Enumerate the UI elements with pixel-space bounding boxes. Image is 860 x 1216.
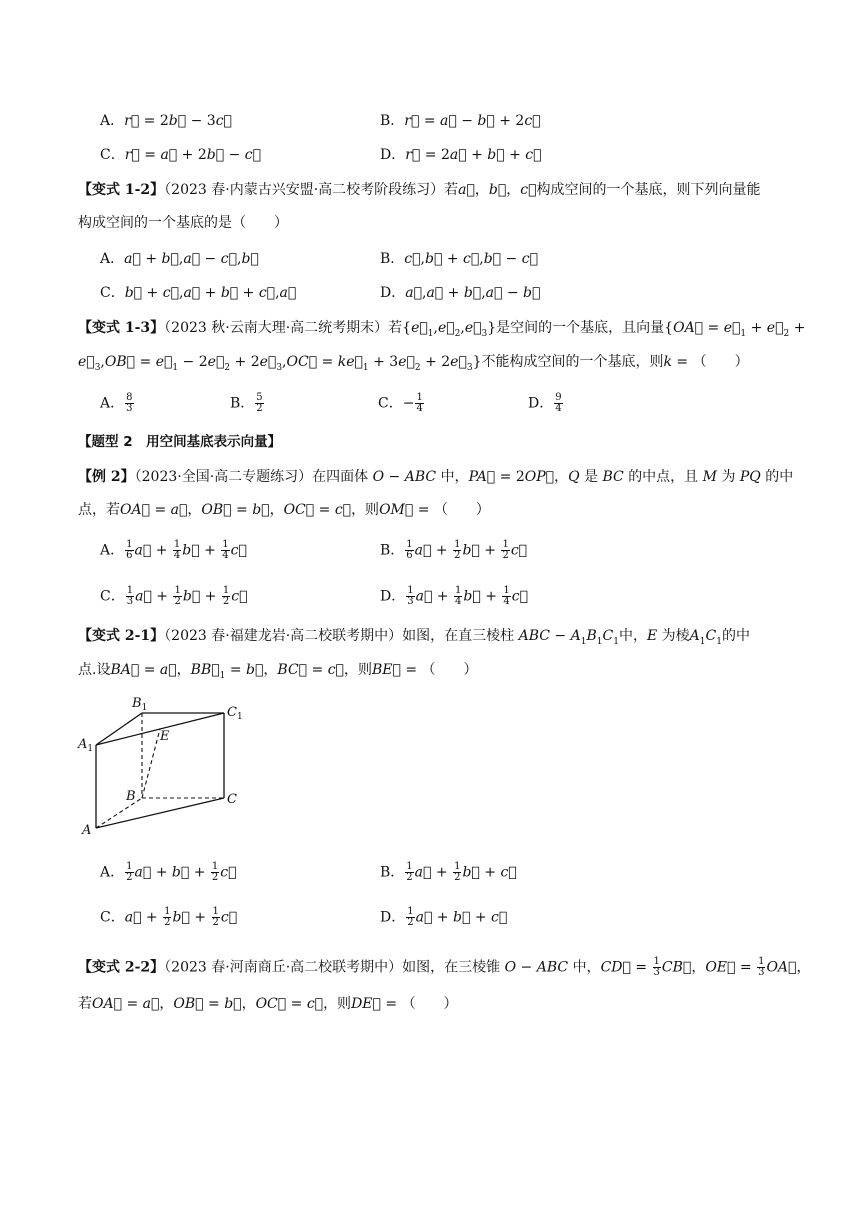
label-subscript: 1 — [141, 703, 148, 713]
question-tag: 【例 2】 — [78, 469, 135, 485]
q11-option-c[interactable]: C．r⃗ = a⃗ + 2b⃗ − c⃗ — [100, 147, 262, 163]
q11-option-a[interactable]: A．r⃗ = 2b⃗ − 3c⃗ — [100, 113, 232, 129]
option-label: D． — [528, 395, 554, 412]
ex2-option-c[interactable]: C． $\frac{1}{3}$ a⃗ + $\frac{1}{2}$ b⃗ + $\frac{1}{2}$ c⃗ — [100, 585, 248, 607]
text: 的中点，且 — [628, 469, 699, 485]
prism-figure — [76, 690, 256, 840]
text: （ ） — [433, 502, 490, 518]
text: 中， — [618, 628, 647, 644]
label-a1: $A_1$ — [78, 737, 94, 754]
text: 中， — [440, 469, 469, 485]
question-source: （2023 春·福建龙岩·高二校联考期中） — [164, 628, 403, 644]
text: （ ） — [421, 662, 478, 678]
v12-option-c[interactable]: C．b⃗ + c⃗,a⃗ + b⃗ + c⃗,a⃗ — [100, 285, 297, 301]
option-label: B． — [380, 864, 405, 881]
option-label: D． — [380, 147, 406, 163]
q11-option-b[interactable]: B．r⃗ = a⃗ − b⃗ + 2c⃗ — [380, 113, 541, 129]
text: 的中 — [721, 628, 750, 644]
text: 若 — [78, 996, 92, 1012]
text: 的中 — [765, 469, 794, 485]
question-source: （2023 秋·云南大理·高二统考期末） — [164, 320, 389, 336]
text: 若 — [444, 182, 459, 198]
option-label: B． — [380, 542, 405, 559]
v13-question-line1: 【变式 1-3】（2023 秋·云南大理·高二统考期末）若$\{e⃗_1,e⃗_2,e⃗_3\}$是空间的一个基底，且向量{OA⃗ = $e⃗_1$ + $e⃗_2$ + — [78, 320, 806, 339]
v13-question-line2: $e⃗_3,OB⃗$ = $e⃗_1$ − $2e⃗_2$ + $2e⃗_3,OC⃗$ = $ke⃗_1$ + $3e⃗_2$ + $2e⃗_3$}不能构成空间的一个基底，则k = （ ） — [78, 354, 749, 373]
text: 若 — [388, 320, 403, 336]
label-c: C — [227, 792, 237, 807]
text: 是空间的一个基底，且向量 — [496, 320, 665, 336]
question-source: （2023 春·河南商丘·高二校联考期中） — [164, 959, 403, 976]
v13-option-b[interactable]: B． $\frac{5}{2}$ — [230, 392, 263, 414]
label-b: B — [126, 789, 136, 804]
text: （ ） — [401, 996, 458, 1012]
question-tag: 【变式 2-1】 — [78, 628, 165, 644]
ex2-option-d[interactable]: D． $\frac{1}{3}$ a⃗ + $\frac{1}{4}$ b⃗ + $\frac{1}{4}$ c⃗ — [380, 585, 529, 607]
text: 在四面体 — [312, 469, 369, 485]
v13-option-c[interactable]: C．− $\frac{1}{4}$ — [378, 392, 423, 414]
label-b1: $B_1$ — [132, 696, 148, 713]
option-label: A． — [100, 113, 125, 129]
option-label: B． — [230, 395, 255, 412]
option-label: C． — [100, 147, 125, 163]
label-c1: $C_1$ — [227, 705, 243, 722]
text: 如图，在直三棱柱 — [402, 628, 515, 644]
option-label: C． — [378, 395, 403, 412]
v12-question-line1: 【变式 1-2】（2023 春·内蒙古兴安盟·高二校考阶段练习）若a⃗，b⃗，c⃗构成空间的一个基底，则下列向量能 — [78, 182, 761, 198]
edge-a1-b1 — [96, 713, 142, 745]
option-label: A． — [100, 542, 125, 559]
option-label: D． — [380, 588, 406, 605]
text: 为 — [721, 469, 736, 485]
text: 如图，在三棱锥 — [402, 959, 501, 976]
v12-option-a[interactable]: A．a⃗ + b⃗,a⃗ − c⃗,b⃗ — [100, 251, 259, 267]
v21-question-line2: 点.设BA⃗ = a⃗，$BB⃗_1$ = b⃗，BC⃗ = c⃗，则BE⃗ = （ ） — [78, 662, 478, 681]
option-label: D． — [380, 909, 406, 926]
v21-option-a[interactable]: A． $\frac{1}{2}$ a⃗ + b⃗ + $\frac{1}{2}$ c⃗ — [100, 861, 237, 883]
option-label: D． — [380, 285, 406, 301]
q11-option-d[interactable]: D．r⃗ = 2a⃗ + b⃗ + c⃗ — [380, 147, 542, 163]
option-label: A． — [100, 864, 125, 881]
label-a: A — [82, 823, 92, 838]
ex2-option-b[interactable]: B． $\frac{1}{6}$ a⃗ + $\frac{1}{2}$ b⃗ + $\frac{1}{2}$ c⃗ — [380, 539, 528, 561]
v22-question-line2: 若OA⃗ = a⃗，OB⃗ = b⃗，OC⃗ = c⃗，则DE⃗ = （ ） — [78, 996, 458, 1012]
question-source: （2023 春·内蒙古兴安盟·高二校考阶段练习） — [164, 182, 445, 198]
text: 不能构成空间的一个基底，则 — [481, 354, 664, 370]
v12-option-d[interactable]: D．a⃗,a⃗ + b⃗,a⃗ − b⃗ — [380, 285, 541, 301]
text: 中， — [572, 959, 601, 976]
text: 构成空间的一个基底，则下列向量能 — [536, 182, 761, 198]
label-e: E — [160, 729, 170, 744]
v21-question-line1: 【变式 2-1】（2023 春·福建龙岩·高二校联考期中）如图，在直三棱柱 ABC − $A_1B_1C_1$中，E 为棱$A_1C_1$的中 — [78, 628, 750, 647]
edge-a-c — [96, 798, 224, 828]
question-tag: 【变式 1-3】 — [78, 320, 165, 336]
v13-option-a[interactable]: A． $\frac{8}{3}$ — [100, 392, 133, 414]
option-label: A． — [100, 251, 125, 267]
v12-question-line2 — [78, 213, 288, 233]
text: 构成空间的一个基底的是（ ） — [78, 215, 288, 231]
ex2-option-a[interactable]: A． $\frac{1}{6}$ a⃗ + $\frac{1}{4}$ b⃗ + $\frac{1}{4}$ c⃗ — [100, 539, 247, 561]
option-label: A． — [100, 395, 125, 412]
ex2-question-line1: 【例 2】（2023·全国·高二专题练习）在四面体 O − ABC 中，PA⃗ = 2OP⃗，Q 是 BC 的中点，且 M 为 PQ 的中 — [78, 469, 794, 485]
label-subscript: 1 — [236, 712, 243, 722]
text: 是 — [584, 469, 599, 485]
question-tag: 【变式 2-2】 — [78, 959, 165, 976]
label-subscript: 1 — [87, 744, 94, 754]
v21-option-c[interactable]: C．a⃗ + $\frac{1}{2}$ b⃗ + $\frac{1}{2}$ c⃗ — [100, 906, 238, 928]
v13-option-d[interactable]: D． $\frac{9}{4}$ — [528, 392, 562, 414]
text: 点.设 — [78, 662, 111, 678]
ex2-question-line2: 点，若OA⃗ = a⃗，OB⃗ = b⃗，OC⃗ = c⃗，则OM⃗ = （ ） — [78, 502, 490, 518]
option-label: C． — [100, 285, 125, 301]
question-source: （2023·全国·高二专题练习） — [134, 469, 313, 485]
v12-option-b[interactable]: B．c⃗,b⃗ + c⃗,b⃗ − c⃗ — [380, 251, 538, 267]
option-label: B． — [380, 113, 405, 129]
v21-option-b[interactable]: B． $\frac{1}{2}$ a⃗ + $\frac{1}{2}$ b⃗ + c⃗ — [380, 861, 517, 883]
option-label: C． — [100, 588, 125, 605]
text: 为棱 — [661, 628, 690, 644]
option-label: B． — [380, 251, 405, 267]
v21-option-d[interactable]: D． $\frac{1}{2}$ a⃗ + b⃗ + c⃗ — [380, 906, 508, 928]
section-title: 【题型 2 用空间基底表示向量】 — [78, 434, 282, 450]
text: 点，若 — [78, 502, 120, 518]
question-tag: 【变式 1-2】 — [78, 182, 165, 198]
option-label: C． — [100, 909, 125, 926]
segment-b-e — [142, 729, 160, 798]
text: （ ） — [692, 354, 749, 370]
v22-question-line1: 【变式 2-2】（2023 春·河南商丘·高二校联考期中）如图，在三棱锥 O − ABC 中，CD⃗ = $\frac{1}{3}$ CB⃗，OE⃗ = $\frac{1}{3}$ OA⃗， — [78, 956, 811, 978]
